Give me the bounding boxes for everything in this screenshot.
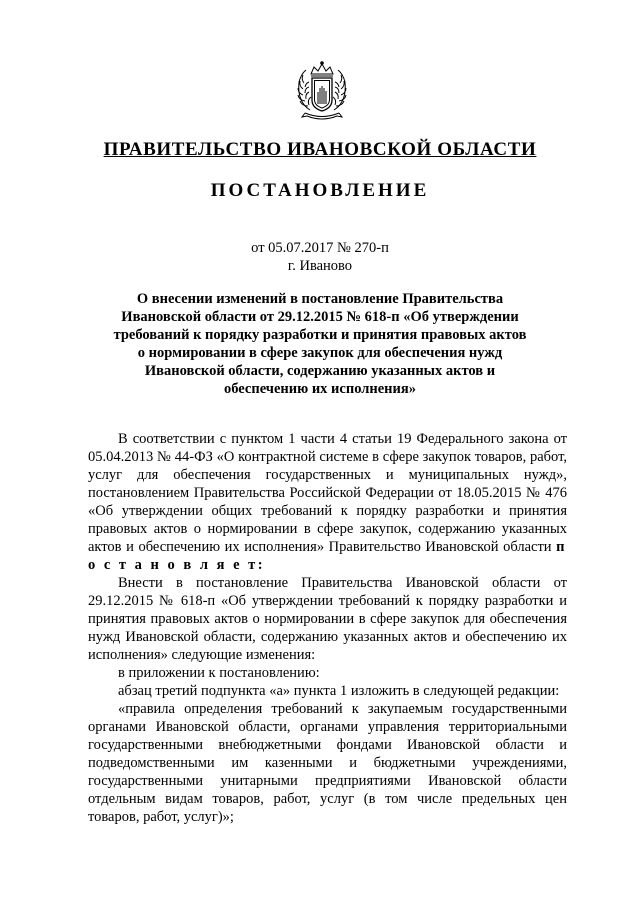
body-paragraph: Внести в постановление Правительства Ивановской области от 29.12.2015 № 618-п «Об утверждении требований к порядку разработки и принятия правовых актов о нормировании в сфере закупок для обеспечения нужд Ивановской области, содержанию указанных актов и обеспечению их исполнения» следующие изменения: xyxy=(88,575,567,663)
document-city: г. Иваново xyxy=(287,258,353,274)
organization-title: ПРАВИТЕЛЬСТВО ИВАНОВСКОЙ ОБЛАСТИ xyxy=(103,139,537,160)
document-body xyxy=(88,430,567,826)
document-type-title: ПОСТАНОВЛЕНИЕ xyxy=(210,180,430,201)
document-meta xyxy=(0,239,640,275)
body-paragraph: абзац третий подпункта «а» пункта 1 изложить в следующей редакции: xyxy=(118,683,560,699)
body-paragraph-text: В соответствии с пунктом 1 части 4 статьи 19 Федерального закона от 05.04.2013 № 44-ФЗ «О контрактной системе в сфере закупок товаров, работ, услуг для обеспечения государственных и муниципальных нужд», постановлением Правительства Российской Федерации от 18.05.2015 № 476 «Об утверждении общих требований к порядку разработки и принятия правовых актов о нормировании в сфере закупок, содержанию указанных актов и обеспечению их исполнения» Правительство Ивановской области xyxy=(88,431,567,555)
body-paragraph xyxy=(88,430,567,574)
document-subject: О внесении изменений в постановление Правительства Ивановской области от 29.12.2015 № 618-п «Об утверждении требований к порядку разработки и принятия правовых актов о нормировании в сфере закупок для обеспечения нужд Ивановской области, содержанию указанных актов и обеспечению их исполнения» xyxy=(113,291,527,397)
document-date-number: от 05.07.2017 № 270-п xyxy=(251,240,389,256)
coat-of-arms-emblem xyxy=(287,60,357,122)
resolves-phrase: п о с т а н о в л я е т: xyxy=(88,539,567,573)
body-paragraph: «правила определения требований к закупаемым государственными органами Ивановской области, органами управления территориальными государственными внебюджетными фондами Ивановской области и подведомственными им казенными и бюджетными учреждениями, государственными унитарными предприятиями Ивановской области отдельным видам товаров, работ, услуг (в том числе предельных цен товаров, работ, услуг)»; xyxy=(88,701,567,825)
body-paragraph: в приложении к постановлению: xyxy=(118,665,320,681)
